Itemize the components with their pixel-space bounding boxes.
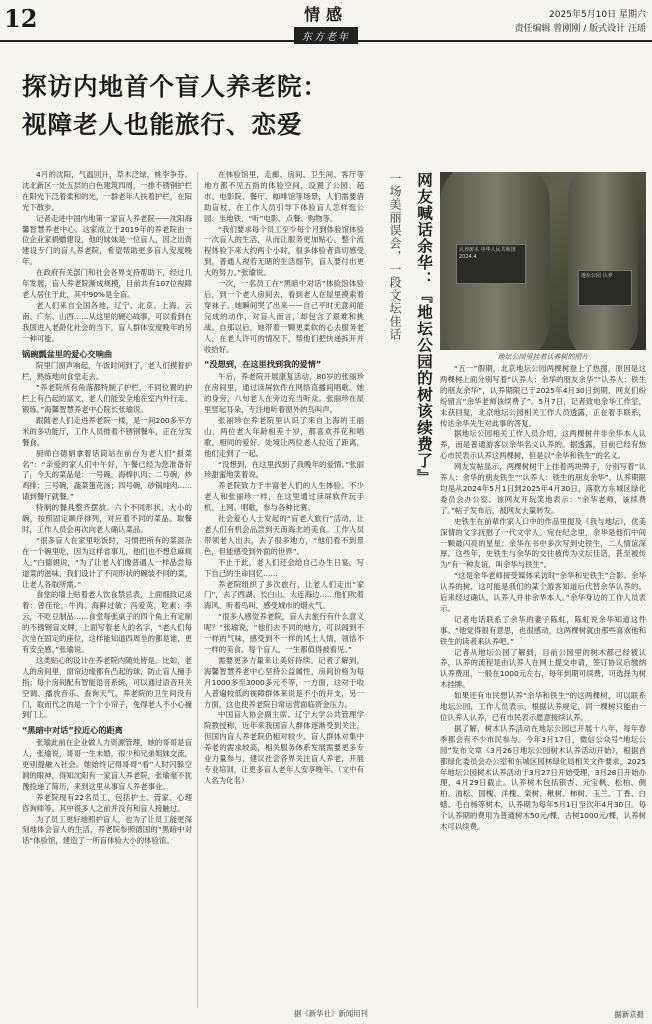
article-headline (22, 68, 328, 144)
paragraph: 养老院组织了多次旅行，让老人们走出“家门”，去了西湖、长白山、大连海边……他们吹着海风、听着鸟叫，感受城市的烟火气。 (204, 579, 364, 611)
paragraph: 张瑜此前在企业做人力资源管理，她的哥哥是盲人，张瑜说，哥哥一生未婚，很少和兄弟姐妹交流，更别提融入社会。她始终记得哥哥“看”人时闪躲空洞的眼神，得知沈阳有一家盲人养老院，张瑜毫不犹豫投递了简历，来到这里从事盲人养老事业。 (22, 738, 192, 791)
paragraph: 为了员工更好地照护盲人，也为了让员工能更深刻地体会盲人的生活，养老院参照德国的“黑暗中对话”体验馆，建造了一所盲体验大小的体验馆。 (22, 814, 192, 846)
paragraph: “养老院所有角落都特制了护栏，不同位置的护栏上有凸起的富文，老人们能安全地在室内外行走、锻炼。”海馨智慧养老中心院长张瑜说。 (22, 383, 192, 415)
paragraph: 老人们来自全国各地，辽宁、北京、上海、云南、广东、山西……从这里的硬心故事，可以看到在我国进入老龄化社会的当下，盲人群体安度晚年的另一种可能。 (22, 300, 192, 343)
paragraph: 特制的餐具整齐摆放。六个不同形状、大小的碗，按照固定顺序排列，对应着不同的菜品。取餐时，工作人员会再次向老人确认菜品。 (22, 503, 192, 534)
page-header (0, 0, 652, 42)
paragraph: 史铁生在前辈作家人口中的作品里提及《我与地坛》，优美深情的文字抚慰了一代文学人。宛在纪念里，余华是他们中间一颗最闪亮的星星；余华在书中多次写到史铁生，二人情谊深厚。这些年，史铁生与余华的交往被传为文坛佳话，甚至被传为“有一种友谊，叫余华与铁生”。 (440, 516, 646, 570)
paragraph: “没想到，在这里找到了我晚年的爱情。”张丽珍甜蜜地笑着说。 (204, 459, 364, 480)
paragraph: 在政府有关部门和社会各界支持帮助下，经过几年发展，盲人养老院渐成规模，目前共有107位视障老人居住于此，其中90%是全盲。 (22, 268, 192, 299)
article1-column-1 (22, 170, 192, 847)
paragraph: 养老院致力于丰富老人们的人生体验。不少老人和张丽珍一样，在这里通过读屏软件玩手机、上网、唱歌，参与各种比赛。 (204, 481, 364, 513)
paragraph: 中国盲人协会副主席、辽宁大学公共管理学院教授称，近年来我国盲人群体逐渐受到关注，但国内盲人养老院仍相对较少。盲人群体对集中养老的需求较高，相关服务体系发展需要更多专业力量参与，建议社会各界关注盲人养老，开展专业培训，让更多盲人老年人安享晚年。（文中有人名为化名） (204, 710, 364, 785)
article2-title: 网友喊话余华：『地坛公园的树该续费了』 (415, 172, 433, 486)
tree-trunk-right (568, 172, 638, 350)
paragraph: “五一”假期，北京地坛公园两棵树登上了热搜，原因是这两棵树上面分别写着“认养人：余华的朋友余华”“认养人：铁生的朋友余华”，认养期限已于2025年4月30日到期，网友们纷纷留言“余华老师该续费了”。5月7日，记者致电余华工作室，未获回复，北京地坛公园相关工作人员透露，正在着手联系，传达余华先生对此事的答复。 (440, 364, 646, 428)
paragraph: 社会爱心人士发起的“盲老人旅行”活动，让老人们有机会品尝到天南海北的美食。工作人员带领老人出去，去了很多地方，“他们看不到景色，但能感受到外面的世界”。 (204, 514, 364, 556)
paragraph: “我们要求每个员工至少每个月到体验馆体验一次盲人的生活，从而让服务更加贴心。整个流程体验下来大约两个小时，很多体验者真切感受到，普通人视若无睹的生活细节，盲人要付出更大的努力。”张瑜说。 (204, 224, 364, 278)
header-info (515, 8, 646, 36)
paragraph: 记者电话联系了余华的妻子陈虹，陈虹说余华知道这件事。“他觉得很有意思，也很感动，这两棵树就由那些喜欢他和铁生的读者来认养吧。” (440, 614, 646, 646)
paragraph: 一次，一名员工在“黑暗中对话”体验馆体验后，到一个老人房间去，看到老人在屋里摸索着穿袜子。她瞬间哭了出来——自己平时无意间能完成的动作，对盲人而言，却包含了艰难和挑战。自那以后，她带着一颗更柔软的心去服务老人，在老人许可的情况下，帮他们把快递拆开并收拾好。 (204, 279, 364, 354)
article2-body (440, 364, 646, 833)
paper-logo: 东方老年 (294, 27, 358, 44)
paragraph: 跟随老人们走进养老院一楼，是一间200多平方米的多功能厅，工作人员推着不锈钢餐车，正在分发餐食。 (22, 415, 192, 447)
paragraph: 这类贴心的设计在养老院内随处皆是。比如，老人的房间里，窗帘边缘都有凸起的球，防止盲人撞手指；每个房间配有智能语音系统，可以通过语音开关空调、播放音乐、查询天气。养老院的卫生间没有门，取而代之的是一个个小帘子，免得老人不小心撞到门上。 (22, 655, 192, 720)
column-divider (197, 172, 198, 1008)
article1-source: 据《新华社》新闻用刊 (294, 1009, 368, 1018)
page-number: 12 (4, 4, 38, 33)
paragraph: “很多人感觉养老院，盲人去旅行有什么意义呢？”张瑜说，“他们去不同的地方，可以闻到不一样的气味，感受到不一样的风土人情，领悟不一样的美食。每个盲人，一生都值得被看见。” (204, 612, 364, 654)
issue-date: 2025年5月10日 星期六 (549, 10, 646, 20)
photo-caption: 地坛公园里挂着认养树的照片 (497, 353, 589, 361)
paragraph: 记者走进中国内地第一家盲人养老院——沈阳海馨智慧养老中心。这家成立于2019年的养老院由一位企业家捐赠建设，他的妹妹是一位盲人，因之出资建设专门的盲人养老院，希望帮助更多盲人安度晚年。 (22, 213, 192, 267)
paragraph: 张丽珍在养老院里认识了来自上海的王丽山，两位老人年龄相差十岁，都喜欢养花和唱歌，相同的爱好、处境让两位老人拉近了距离，他们走到了一起。 (204, 415, 364, 458)
article2-subtitle: 一场美丽误会，一段文坛佳话 (388, 172, 402, 341)
paragraph: 据地坛公园相关工作人员介绍，这两棵树并非余华本人认养，而是普通游客以余华名义认养的。据透露，目前已经有热心市民表示认养这两棵树，但是以“余华和铁生”的名义。 (440, 429, 646, 461)
section-banner (286, 2, 366, 44)
paragraph: 午后，养老院开展康复活动，80岁的张丽珍在房间里，通过读屏软件在网络直播间唱歌。她的身旁，八旬老人在旁边充当听众。张丽珍在屋里竖起耳朵，专注地听着窗外的鸟叫声。 (204, 372, 364, 415)
section-title: 情感 (303, 5, 348, 24)
paragraph: 不止于此，老人们还会给自己办生日宴，写下自己的生命回忆…… (204, 557, 364, 578)
tree-photo (440, 172, 646, 350)
paragraph: 需要更多力量来让美好持续。记者了解到，海馨智慧养老中心坚持公益属性，房间价格为每月1000多至3000多元不等，一方面，这对于收入普遍较低的视障群体来说是不小的开支，另一方面，这也使养老院日常运营面临资金压力。 (204, 655, 364, 709)
paragraph: 网友发帖显示，两棵树树干上挂着两块牌子，分别写着“认养人：余华的朋友铁生”“认养人：铁生的朋友余华”，认养期限均是从2024年5月1日到2025年4月30日，落款方东城区绿化委员会办公室。该网友开玩笑地表示：“余华老师，该续费了。”帖子发布后，被网友大量转发。 (440, 462, 646, 515)
editor-credits: 责任编辑 曾刚刚 / 版式设计 汪瑶 (514, 24, 646, 34)
headline-line-1: 探访内地首个盲人养老院： (22, 72, 328, 101)
subheading: “没想到，在这里找到我的爱情” (204, 359, 322, 370)
paragraph: 4月的沈阳，气温回升，草木泛绿，桃李争芬。沈北新区一处五层的白色建筑四周，一排不锈钢护栏在阳光下泛着柔和的光，一群老年人扶着护栏，在阳光下散步。 (22, 170, 192, 212)
paragraph: 养老院现有22名员工，包括护士、管家、心理咨询师等。其中很多人之前并没有和盲人接触过。 (22, 792, 192, 813)
paragraph: “很多盲人在家里吃饭时，习惯把所有的菜混杂在一个碗里吃，因为这样省事儿，他们也不想总麻烦人。”白德娟说，“为了让老人们像普通人一样品尝每道菜的滋味，我们设计了不同形状的碗装不同的菜，让老人各取所需。” (22, 535, 192, 589)
paragraph: 食堂的墙上贴着老人饮食禁忌表，上面细致记录着：曾佳伦，牛肉、海鲜过敏；冯爱英，吃素；李云，不吃豆制品……食堂每张桌子的四个角上有定制的不锈钢盲文牌，上面写着老人的名字，“老人们每次坐在固定的座位，这样能知道四周坐的都是谁，更有安全感。”张瑜说。 (22, 590, 192, 654)
article2-source: 据新京报 (614, 1010, 644, 1019)
paragraph: “这是余华老师接受媒体采访时“余华和史铁生”合影。余华认养的树，这可能是我们的某个游客知道后代替余华认养的。后来经过确认，认养人并非余华本人。”余华身边的工作人员表示。 (440, 571, 646, 613)
article1-column-2 (204, 170, 364, 787)
adoption-sign-left: 认养树木 中华人民共和国 2024.4 (456, 244, 526, 284)
paragraph: 如果还有市民想认养“余华和铁生”的这两棵树，可以联系地坛公园，工作人员表示，根据认养规定，同一棵树只能由一位认养人认养，已有市民表示愿意接续认养。 (440, 691, 646, 722)
paragraph: 记者从地坛公园了解到，目前公园里的树木都已经被认养，认养的流程是由认养人在网上提交申请，签订协议后缴纳认养费用，一般在1000元左右，每年到期可续费，可选择为树木挂牌。 (440, 647, 646, 690)
headline-line-2: 视障老人也能旅行、恋爱 (22, 110, 303, 139)
subheading: 锅碗瓢盆里的爱心交响曲 (22, 348, 113, 359)
paragraph: 院里门窗声响起，午饭时间到了，老人们摸着护栏，熟练地向食堂走去。 (22, 361, 192, 382)
paragraph: 据了解，树木认养活动在地坛公园已开展十八年，每年春季都会有不少市民参与。今年3月17日，微信公众号“地坛公园”发布文章《3月26日地坛公园树木认养活动开始》，根据首都绿化委员会办公室和东城区园林绿化局相关文件要求，2025年地坛公园树木认养活动于3月27日开始受理，3月28日开始办理，4月29日截止。认养树木包括银杏、元宝枫、松柏、侧柏、油松、国槐、洋槐、栾树、楸树、柿树、玉兰、丁香、白蜡、毛白杨等树木，认养期为每年5月1日至次年4月30日。每个认养期的费用为普通树木50元/棵，古树1000元/棵，认养树木可以续费。 (440, 723, 646, 832)
subheading: “黑暗中对话”拉近心的距离 (22, 725, 123, 736)
paragraph: 厨师白德娟拿着话筒站在前台为老人们“报菜名”：“亲爱的家人们中午好，午餐已经为您准备好了，今天的菜品是：一号碗，海棒扒肉；二号碗，炒鸡排；三号碗，蔬菜蛋花汤；四号碗，砂锅炖肉……请到餐厅就餐。” (22, 448, 192, 502)
paragraph: 在体验馆里，走廊、房间、卫生间、客厅等地方都不见五指的体验空间，设置了公园、超市、电影院、餐厅、咖啡馆等场景，人们需要借助盲杖、在工作人员引导下体验盲人怎样逛公园、坐地铁、“听”电影、点餐、购物等。 (204, 170, 364, 223)
adoption-sign-right: 地坛公园 认养 (578, 270, 632, 306)
